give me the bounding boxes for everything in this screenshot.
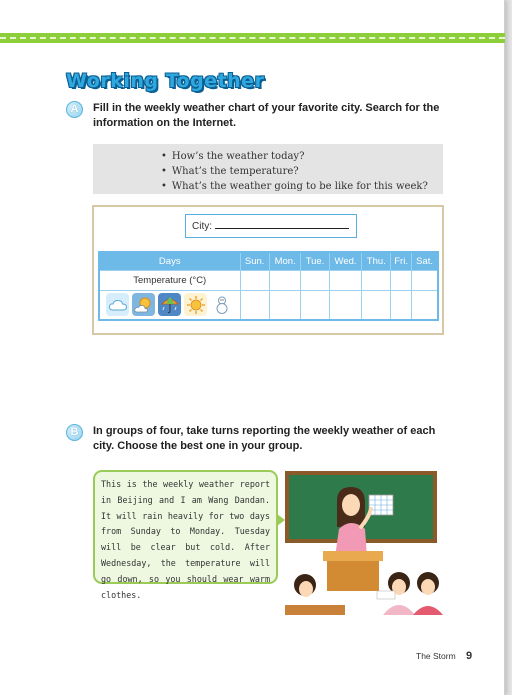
- day-header: Mon.: [269, 252, 301, 270]
- umbrella-rain-icon: [158, 293, 181, 316]
- sun-icon: [184, 293, 207, 316]
- weather-cell[interactable]: [269, 290, 301, 320]
- temperature-row: [99, 270, 438, 290]
- part-a-badge: A: [66, 101, 83, 118]
- days-header-label: Days: [99, 252, 240, 270]
- temperature-cell[interactable]: [412, 270, 438, 290]
- question-item: • What’s the weather going to be like for this week?: [161, 179, 428, 194]
- weather-cell[interactable]: [391, 290, 412, 320]
- city-field[interactable]: [185, 214, 357, 238]
- day-header: Sun.: [240, 252, 269, 270]
- snowman-icon: [210, 293, 233, 316]
- day-header: Tue.: [301, 252, 329, 270]
- question-box: [93, 144, 443, 194]
- temperature-cell[interactable]: [391, 270, 412, 290]
- weather-icon-legend: [99, 290, 240, 320]
- weather-chart: [92, 205, 444, 335]
- cloud-icon: [106, 293, 129, 316]
- weather-cell[interactable]: [301, 290, 329, 320]
- weather-cell[interactable]: [240, 290, 269, 320]
- temperature-cell[interactable]: [362, 270, 391, 290]
- decorative-dashed-band: [0, 33, 505, 43]
- weather-report-bubble: This is the weekly weather report in Beijing and I am Wang Dandan. It will rain heavily for two days from Sunday to Monday. Tuesday will be clear but cold. After Wednesday, the temperature will go down, so you should wear warm clothes.: [93, 470, 278, 584]
- day-header: Wed.: [329, 252, 362, 270]
- weather-cell[interactable]: [412, 290, 438, 320]
- question-list: [161, 149, 428, 194]
- question-item: • What’s the temperature?: [161, 164, 428, 179]
- city-blank-line[interactable]: [215, 220, 349, 229]
- weather-icon-row: [99, 290, 438, 320]
- weather-cell[interactable]: [362, 290, 391, 320]
- weather-cell[interactable]: [329, 290, 362, 320]
- part-a-instruction: Fill in the weekly weather chart of your favorite city. Search for the information on the Internet.: [93, 102, 440, 129]
- question-item: • How’s the weather today?: [161, 149, 428, 164]
- days-header-row: [99, 252, 438, 270]
- temperature-cell[interactable]: [329, 270, 362, 290]
- chapter-title: The Storm: [416, 651, 456, 661]
- part-b-instruction: In groups of four, take turns reporting the weekly weather of each city. Choose the best one in your group.: [93, 425, 436, 452]
- classroom-illustration: [285, 465, 445, 615]
- temperature-label: Temperature (°C): [99, 270, 240, 290]
- section-title: Working Together: [66, 70, 265, 92]
- temperature-cell[interactable]: [269, 270, 301, 290]
- temperature-cell[interactable]: [240, 270, 269, 290]
- weather-table: [98, 251, 439, 321]
- page-number: 9: [466, 650, 473, 662]
- city-label: City:: [192, 221, 212, 232]
- day-header: Sat.: [412, 252, 438, 270]
- day-header: Fri.: [391, 252, 412, 270]
- sun-cloud-icon: [132, 293, 155, 316]
- day-header: Thu.: [362, 252, 391, 270]
- temperature-cell[interactable]: [301, 270, 329, 290]
- part-b-badge: B: [66, 424, 83, 441]
